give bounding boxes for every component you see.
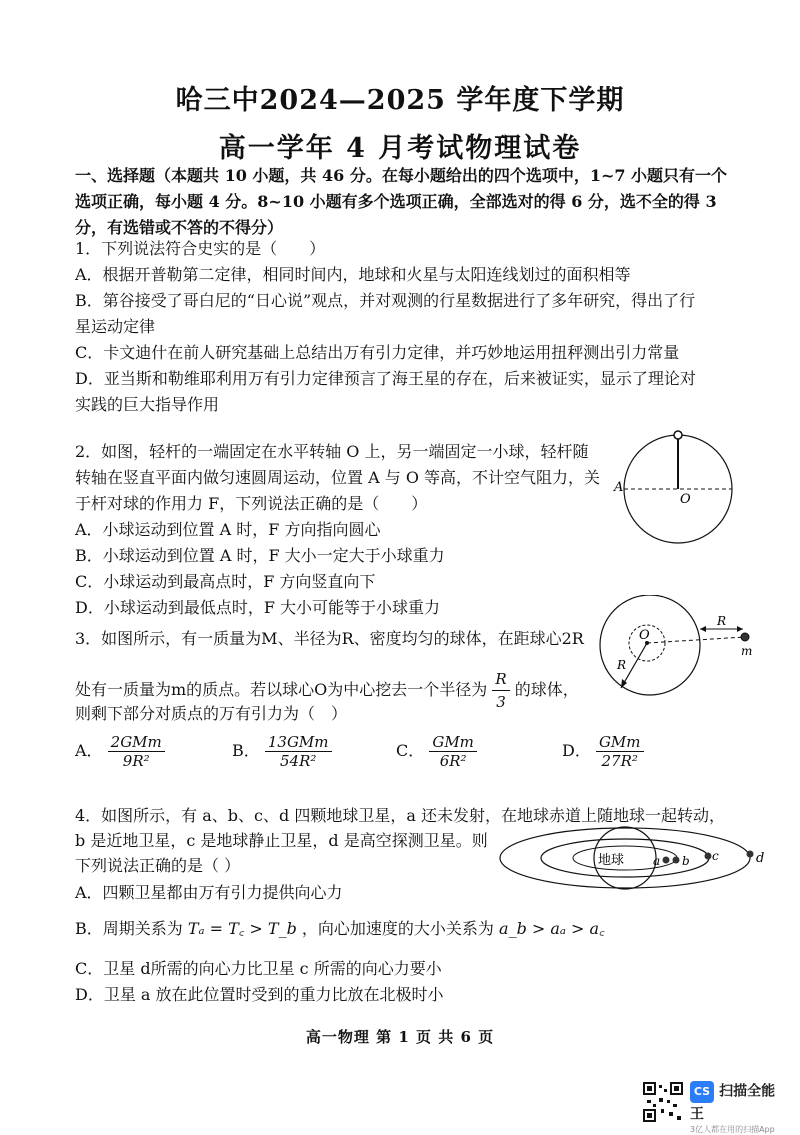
- q4-sat-b: [673, 857, 680, 864]
- qr-code-icon: [643, 1082, 683, 1122]
- q2-option-b: B．小球运动到位置 A 时，F 大小一定大于小球重力: [75, 546, 445, 565]
- q3-stem-line3: 则剩下部分对质点的万有引力为（ ）: [75, 704, 348, 723]
- q1-option-d-line2: 实践的巨大指导作用: [75, 395, 220, 414]
- q2-option-a: A．小球运动到位置 A 时，F 方向指向圆心: [75, 520, 381, 539]
- q4-label-earth: 地球: [598, 853, 625, 868]
- exam-title-line2: 高一学年 4 月考试物理试卷: [218, 133, 582, 164]
- q4-option-b-prefix: B．周期关系为: [75, 919, 183, 938]
- q4-label-d: d: [756, 851, 765, 866]
- q2-label-o: O: [680, 492, 691, 507]
- q3-distance-arrow-right: [737, 626, 743, 632]
- q3-stem-line2-a: 处有一质量为m的质点。若以球心O为中心挖去一个半径为: [75, 680, 488, 699]
- q3-option-d-fraction: [596, 733, 644, 770]
- q3-option-b-fraction: [265, 733, 332, 770]
- q3-radius-fraction: [492, 668, 509, 713]
- q3-option-c-label: C．: [396, 741, 425, 760]
- q3-option-a-num: 2GMm: [108, 733, 165, 752]
- q4-option-b-mid: ，向心加速度的大小关系为: [301, 919, 494, 938]
- q3-big-sphere: [600, 595, 700, 695]
- q1-stem: 1．下列说法符合史实的是（ ）: [75, 239, 326, 258]
- q4-option-b: [75, 918, 605, 940]
- q3-label-r-radius: R: [617, 658, 627, 672]
- section-instructions-1: 一、选择题（本题共 10 小题，共 46 分。在每小题给出的四个选项中，1~7 小题只有一个: [75, 166, 728, 185]
- q3-stem-line2-b: 的球体，: [514, 680, 579, 699]
- q4-orbit-b: [573, 846, 677, 870]
- scanner-watermark: [690, 1080, 782, 1134]
- q4-option-c: C．卫星 d所需的向心力比卫星 c 所需的向心力要小: [75, 959, 442, 978]
- q4-period-formula: Tₐ = T꜀ > T_b: [187, 919, 297, 938]
- q3-option-a-den: 9R²: [122, 752, 150, 770]
- q1-option-b-line2: 星运动定律: [75, 317, 156, 336]
- q3-option-a: [75, 733, 165, 770]
- q2-circle-figure: [610, 425, 740, 555]
- q3-option-d: [562, 733, 644, 770]
- scanner-logo: CS: [690, 1081, 714, 1103]
- q2-stem-line2: 转轴在竖直平面内做匀速圆周运动，位置 A 与 O 等高，不计空气阻力，关: [75, 468, 601, 487]
- q2-stem-line1: 2．如图，轻杆的一端固定在水平转轴 O 上，另一端固定一小球，轻杆随: [75, 442, 589, 461]
- q2-stem-line3: 于杆对球的作用力 F，下列说法正确的是（ ）: [75, 494, 428, 513]
- exam-title-line1: 哈三中2024—2025 学年度下学期: [175, 85, 625, 116]
- q1-option-d-line1: D．亚当斯和勒维耶利用万有引力定律预言了海王星的存在，后来被证实，显示了理论对: [75, 369, 696, 388]
- q3-option-b-label: B．: [232, 741, 260, 760]
- page-footer: 高一物理 第 1 页 共 6 页: [305, 1028, 495, 1046]
- q4-acceleration-formula: a_b > aₐ > a꜀: [499, 919, 605, 938]
- q3-distance-arrow-left: [700, 626, 706, 632]
- q3-label-r-top: R: [717, 614, 727, 628]
- q3-option-c: [396, 733, 477, 770]
- q3-option-c-den: 6R²: [439, 752, 467, 770]
- q3-option-d-den: 27R²: [601, 752, 638, 770]
- q4-orbit-figure: [498, 820, 773, 900]
- q1-option-a: A．根据开普勒第二定律，相同时间内，地球和火星与太阳连线划过的面积相等: [75, 265, 631, 284]
- q1-option-b-line1: B．第谷接受了哥白尼的“日心说”观点，并对观测的行星数据进行了多年研究，得出了行: [75, 291, 696, 310]
- q2-option-d: D．小球运动到最低点时，F 大小可能等于小球重力: [75, 598, 441, 617]
- q4-option-a: A．四颗卫星都由万有引力提供向心力: [75, 883, 343, 902]
- q4-label-c: c: [712, 849, 719, 863]
- q2-label-a: A: [614, 480, 624, 495]
- section-instructions-3: 分，有选错或不答的不得分）: [75, 218, 284, 237]
- q3-center-to-mass-line: [647, 637, 745, 643]
- q3-option-b: [232, 733, 332, 770]
- q4-stem-line3: 下列说法正确的是（ ）: [75, 856, 241, 875]
- scanner-app-name: 扫描全能王: [690, 1083, 776, 1123]
- q4-stem-line1: 4．如图所示，有 a、b、c、d 四颗地球卫星，a 还未发射，在地球赤道上随地球一起转动，: [75, 806, 725, 825]
- q4-label-a: a: [653, 854, 661, 868]
- q1-option-c: C．卡文迪什在前人研究基础上总结出万有引力定律，并巧妙地运用扭秤测出引力常量: [75, 343, 680, 362]
- q3-option-d-label: D．: [562, 741, 591, 760]
- q3-frac-den: 3: [496, 693, 506, 711]
- q3-option-d-num: GMm: [596, 733, 644, 752]
- q3-sphere-figure: [595, 595, 770, 710]
- q3-point-mass: [741, 633, 749, 641]
- q3-label-m: m: [741, 644, 753, 658]
- q4-stem-line2: b 是近地卫星，c 是地球静止卫星，d 是高空探测卫星。则: [75, 831, 488, 850]
- q4-sat-c: [705, 853, 712, 860]
- q2-ball: [674, 431, 682, 439]
- q3-option-c-num: GMm: [429, 733, 477, 752]
- q3-option-c-fraction: [429, 733, 477, 770]
- q3-option-a-fraction: [108, 733, 165, 770]
- q3-label-o: O: [639, 628, 650, 643]
- q3-option-b-den: 54R²: [279, 752, 317, 770]
- q3-frac-num: R: [492, 668, 509, 691]
- q3-option-b-num: 13GMm: [265, 733, 332, 752]
- q4-option-d: D．卫星 a 放在此位置时受到的重力比放在北极时小: [75, 985, 444, 1004]
- q4-label-b: b: [682, 854, 690, 868]
- section-instructions-2: 选项正确，每小题 4 分。8~10 小题有多个选项正确，全部选对的得 6 分，选不全的得 3: [75, 192, 717, 211]
- q3-stem-line1: 3．如图所示，有一质量为M、半径为R、密度均匀的球体，在距球心2R: [75, 629, 584, 648]
- q2-option-c: C．小球运动到最高点时，F 方向竖直向下: [75, 572, 376, 591]
- q3-option-a-label: A．: [75, 741, 103, 760]
- q4-sat-d: [747, 851, 754, 858]
- q4-sat-a: [663, 857, 670, 864]
- scanner-app-tagline: 3亿人都在用的扫描App: [690, 1124, 775, 1134]
